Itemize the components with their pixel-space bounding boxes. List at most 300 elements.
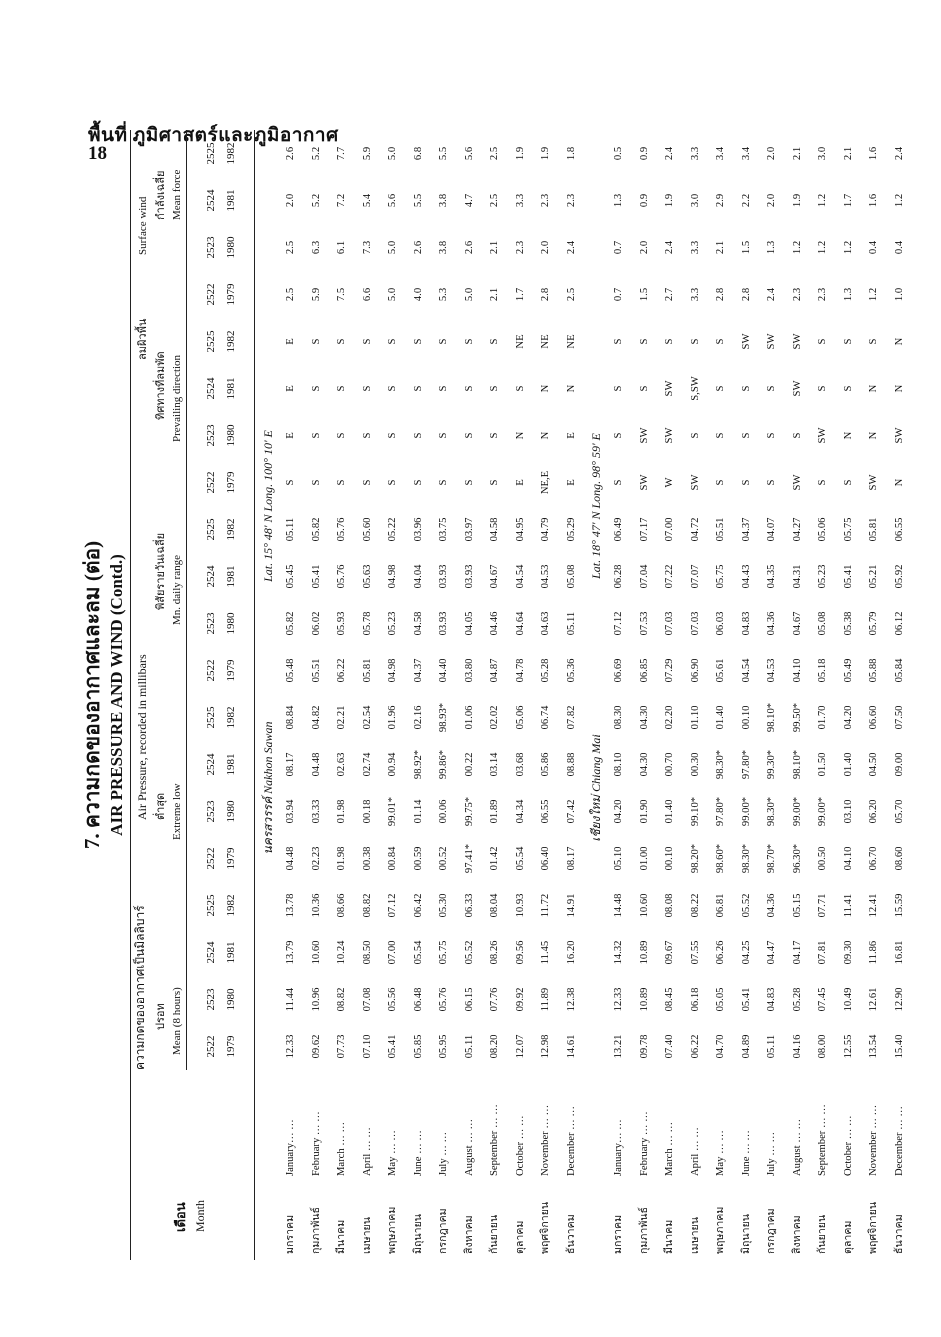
force-cell: 2.0 bbox=[285, 193, 297, 208]
year-label: 2523 bbox=[205, 988, 217, 1011]
year-label: 1979 bbox=[225, 847, 237, 870]
dir-cell: N bbox=[565, 384, 577, 393]
range-cell: 04.78 bbox=[514, 658, 526, 683]
low-cell: 04.20 bbox=[842, 705, 854, 730]
table-row bbox=[407, 130, 433, 1260]
dir-cell: S bbox=[489, 338, 501, 345]
range-cell: 05.76 bbox=[336, 564, 348, 589]
low-cell: 08.10 bbox=[613, 752, 625, 777]
range-cell: 05.11 bbox=[285, 517, 297, 542]
mean-cell: 04.36 bbox=[766, 893, 778, 918]
page-number: 18 bbox=[88, 143, 107, 164]
force-cell: 1.6 bbox=[868, 193, 880, 208]
month-en: June … … bbox=[412, 1130, 424, 1176]
range-cell: 06.28 bbox=[613, 564, 625, 589]
low-cell: 99.30* bbox=[766, 749, 778, 780]
year-label: 2524 bbox=[205, 565, 217, 588]
force-cell: 3.3 bbox=[514, 193, 526, 208]
direction-header-th: ทิศทางที่ลมพัด bbox=[155, 351, 167, 420]
mean-cell: 11.45 bbox=[540, 940, 552, 965]
mean-cell: 11.41 bbox=[842, 893, 854, 918]
station-name-th: เชียงใหม่ bbox=[589, 794, 603, 842]
mean-cell: 04.25 bbox=[740, 940, 752, 965]
month-th: พฤษภาคม bbox=[387, 1206, 399, 1254]
month-th: มิถุนายน bbox=[412, 1213, 424, 1254]
low-cell: 02.54 bbox=[361, 705, 373, 730]
force-cell: 2.1 bbox=[791, 146, 803, 161]
mean-cell: 07.76 bbox=[489, 987, 501, 1012]
range-cell: 05.88 bbox=[868, 658, 880, 683]
range-cell: 07.03 bbox=[689, 611, 701, 636]
dir-cell: S bbox=[715, 432, 727, 439]
range-cell: 04.87 bbox=[489, 658, 501, 683]
force-cell: 6.8 bbox=[412, 146, 424, 161]
dir-cell: S bbox=[310, 479, 322, 486]
range-cell: 05.45 bbox=[285, 564, 297, 589]
year-label: 1981 bbox=[225, 189, 237, 212]
low-cell: 04.20 bbox=[613, 799, 625, 824]
table-row bbox=[760, 130, 786, 1260]
force-cell: 3.3 bbox=[689, 146, 701, 161]
mean-cell: 12.33 bbox=[285, 1034, 297, 1059]
force-cell: 5.6 bbox=[463, 146, 475, 161]
year-label: 2523 bbox=[205, 612, 217, 635]
year-label: 1980 bbox=[225, 988, 237, 1011]
dir-cell: SW bbox=[664, 427, 676, 444]
force-cell: 5.0 bbox=[463, 287, 475, 302]
force-cell: 1.5 bbox=[638, 287, 650, 302]
dir-cell: SW bbox=[817, 427, 829, 444]
mean-cell: 08.82 bbox=[336, 987, 348, 1012]
pressure-header-th: ความกดของอากาศเป็นมิลลิบาร์ bbox=[133, 905, 147, 1070]
force-cell: 0.9 bbox=[638, 193, 650, 208]
range-cell: 04.37 bbox=[412, 658, 424, 683]
year-label: 2522 bbox=[205, 659, 217, 682]
year-label: 2522 bbox=[205, 847, 217, 870]
force-cell: 5.0 bbox=[387, 240, 399, 255]
range-cell: 05.06 bbox=[817, 517, 829, 542]
table-title-thai: 7. ความกดของอากาศและลม (ต่อ) bbox=[80, 540, 104, 850]
year-label: 1980 bbox=[225, 424, 237, 447]
low-cell: 00.59 bbox=[412, 846, 424, 871]
month-en: February … … bbox=[638, 1111, 650, 1176]
mean-cell: 10.36 bbox=[310, 893, 322, 918]
mean-cell: 09.92 bbox=[514, 987, 526, 1012]
range-cell: 04.79 bbox=[540, 517, 552, 542]
month-cell bbox=[356, 1070, 382, 1260]
wind-header-en: Surface wind bbox=[137, 196, 149, 255]
dir-cell: S bbox=[740, 385, 752, 392]
mean-cell: 10.96 bbox=[310, 987, 322, 1012]
force-cell: 2.5 bbox=[285, 287, 297, 302]
mean-cell: 05.95 bbox=[438, 1034, 450, 1059]
range-cell: 05.51 bbox=[310, 658, 322, 683]
dir-cell: S bbox=[689, 338, 701, 345]
low-cell: 01.40 bbox=[842, 752, 854, 777]
dir-cell: SW bbox=[791, 333, 803, 350]
dir-cell: SW bbox=[740, 333, 752, 350]
low-cell: 04.34 bbox=[514, 799, 526, 824]
year-label: 1981 bbox=[225, 377, 237, 400]
range-cell: 03.96 bbox=[412, 517, 424, 542]
station-row bbox=[585, 130, 607, 1260]
range-cell: 06.85 bbox=[638, 658, 650, 683]
low-cell: 98.60* bbox=[715, 843, 727, 874]
dir-cell: S bbox=[412, 385, 424, 392]
dir-cell: S bbox=[613, 432, 625, 439]
range-cell: 06.69 bbox=[613, 658, 625, 683]
force-cell: 0.4 bbox=[868, 240, 880, 255]
range-cell: 05.92 bbox=[893, 564, 905, 589]
mean-cell: 16.20 bbox=[565, 940, 577, 965]
range-cell: 05.48 bbox=[285, 658, 297, 683]
year-label: 2525 bbox=[205, 518, 217, 541]
month-cell bbox=[458, 1070, 484, 1260]
force-cell: 5.5 bbox=[412, 193, 424, 208]
low-cell: 04.50 bbox=[868, 752, 880, 777]
month-th: กันยายน bbox=[489, 1214, 501, 1254]
low-cell: 00.10 bbox=[664, 846, 676, 871]
dir-cell: S bbox=[336, 479, 348, 486]
force-cell: 6.6 bbox=[361, 287, 373, 302]
month-th: ธันวาคม bbox=[893, 1214, 905, 1254]
force-cell: 1.2 bbox=[791, 240, 803, 255]
range-cell: 04.05 bbox=[463, 611, 475, 636]
low-cell: 06.20 bbox=[868, 799, 880, 824]
month-th: เมษายน bbox=[361, 1217, 373, 1254]
force-cell: 2.3 bbox=[791, 287, 803, 302]
low-cell: 06.55 bbox=[540, 799, 552, 824]
month-th: มกราคม bbox=[613, 1214, 625, 1254]
mean-cell: 14.61 bbox=[565, 1034, 577, 1059]
month-cell bbox=[607, 1070, 633, 1260]
dir-cell: S bbox=[817, 479, 829, 486]
range-cell: 04.07 bbox=[766, 517, 778, 542]
low-cell: 99.86* bbox=[438, 749, 450, 780]
range-cell: 05.08 bbox=[817, 611, 829, 636]
month-th: มกราคม bbox=[285, 1214, 297, 1254]
range-cell: 03.93 bbox=[438, 611, 450, 636]
range-cell: 04.27 bbox=[791, 517, 803, 542]
low-cell: 96.30* bbox=[791, 843, 803, 874]
low-cell: 04.48 bbox=[310, 752, 322, 777]
dir-cell: SW bbox=[638, 427, 650, 444]
month-header-th: เดือน bbox=[173, 1202, 188, 1232]
month-en: October … … bbox=[842, 1115, 854, 1176]
low-cell: 01.14 bbox=[412, 799, 424, 824]
year-label: 1981 bbox=[225, 753, 237, 776]
mean-cell: 05.05 bbox=[715, 987, 727, 1012]
month-cell bbox=[330, 1070, 356, 1260]
force-cell: 1.9 bbox=[664, 193, 676, 208]
force-cell: 2.0 bbox=[766, 146, 778, 161]
mean-cell: 14.91 bbox=[565, 893, 577, 918]
range-cell: 04.53 bbox=[540, 564, 552, 589]
station-name-th: นครสวรรค์ bbox=[261, 796, 275, 855]
low-cell: 01.50 bbox=[817, 752, 829, 777]
dir-cell: S bbox=[740, 479, 752, 486]
mean-cell: 10.89 bbox=[638, 940, 650, 965]
year-label: 1979 bbox=[225, 1035, 237, 1058]
force-cell: 1.3 bbox=[842, 287, 854, 302]
range-cell: 05.79 bbox=[868, 611, 880, 636]
dir-cell: S bbox=[412, 432, 424, 439]
year-label: 1979 bbox=[225, 659, 237, 682]
dir-cell: S bbox=[766, 479, 778, 486]
force-cell: 2.1 bbox=[489, 240, 501, 255]
force-cell: 0.9 bbox=[638, 146, 650, 161]
dir-cell: S bbox=[715, 385, 727, 392]
low-cell: 08.88 bbox=[565, 752, 577, 777]
table-row bbox=[786, 130, 812, 1260]
year-label: 1982 bbox=[225, 706, 237, 729]
range-header-th: พิสัยรายวันเฉลี่ย bbox=[155, 532, 167, 610]
year-label: 2524 bbox=[205, 941, 217, 964]
dir-cell: E bbox=[565, 432, 577, 439]
range-cell: 05.38 bbox=[842, 611, 854, 636]
mean-cell: 16.81 bbox=[893, 940, 905, 965]
range-cell: 05.84 bbox=[893, 658, 905, 683]
data-table bbox=[257, 130, 913, 1260]
mean-cell: 10.60 bbox=[310, 940, 322, 965]
dir-cell: S bbox=[689, 432, 701, 439]
low-cell: 99.10* bbox=[689, 796, 701, 827]
low-cell: 00.70 bbox=[664, 752, 676, 777]
range-cell: 07.29 bbox=[664, 658, 676, 683]
month-cell bbox=[658, 1070, 684, 1260]
mean-cell: 07.12 bbox=[387, 893, 399, 918]
force-cell: 2.0 bbox=[766, 193, 778, 208]
dir-cell: S bbox=[438, 338, 450, 345]
dir-cell: S bbox=[463, 385, 475, 392]
low-cell: 04.30 bbox=[638, 752, 650, 777]
dir-cell: S bbox=[463, 479, 475, 486]
dir-cell: S bbox=[489, 479, 501, 486]
mean-cell: 09.67 bbox=[664, 940, 676, 965]
low-cell: 99.00* bbox=[817, 796, 829, 827]
dir-cell: S bbox=[842, 479, 854, 486]
force-cell: 5.9 bbox=[361, 146, 373, 161]
range-cell: 04.63 bbox=[540, 611, 552, 636]
dir-cell: S bbox=[361, 432, 373, 439]
force-cell: 2.3 bbox=[540, 193, 552, 208]
range-cell: 06.49 bbox=[613, 517, 625, 542]
table-row bbox=[709, 130, 735, 1260]
range-cell: 04.37 bbox=[740, 517, 752, 542]
dir-cell: S,SW bbox=[689, 376, 701, 401]
mean-cell: 07.55 bbox=[689, 940, 701, 965]
force-cell: 7.2 bbox=[336, 193, 348, 208]
dir-cell: S bbox=[842, 385, 854, 392]
station-coordinates: Lat. 15° 48' N Long. 100° 10' E bbox=[261, 430, 275, 582]
range-cell: 05.21 bbox=[868, 564, 880, 589]
month-th: กุมภาพันธ์ bbox=[310, 1206, 322, 1254]
low-cell: 01.90 bbox=[638, 799, 650, 824]
year-label: 2523 bbox=[205, 800, 217, 823]
dir-cell: S bbox=[842, 338, 854, 345]
range-cell: 05.76 bbox=[336, 517, 348, 542]
mean-cell: 08.26 bbox=[489, 940, 501, 965]
mean-cell: 12.90 bbox=[893, 987, 905, 1012]
range-cell: 05.41 bbox=[842, 564, 854, 589]
low-cell: 98.10* bbox=[791, 749, 803, 780]
mean-cell: 07.73 bbox=[336, 1034, 348, 1059]
mean-cell: 15.40 bbox=[893, 1034, 905, 1059]
force-cell: 1.0 bbox=[893, 287, 905, 302]
month-cell bbox=[432, 1070, 458, 1260]
table-row bbox=[483, 130, 509, 1260]
force-cell: 3.4 bbox=[740, 146, 752, 161]
station-coordinates: Lat. 18° 47' N Long. 98° 59' E bbox=[589, 433, 603, 579]
low-cell: 09.00 bbox=[893, 752, 905, 777]
table-row bbox=[330, 130, 356, 1260]
year-label: 2523 bbox=[205, 236, 217, 259]
force-cell: 5.5 bbox=[438, 146, 450, 161]
dir-cell: S bbox=[766, 432, 778, 439]
mean-cell: 06.48 bbox=[412, 987, 424, 1012]
year-label: 1981 bbox=[225, 565, 237, 588]
dir-cell: S bbox=[387, 479, 399, 486]
low-cell: 98.93* bbox=[438, 702, 450, 733]
month-cell bbox=[407, 1070, 433, 1260]
dir-cell: S bbox=[715, 479, 727, 486]
mean-cell: 05.54 bbox=[412, 940, 424, 965]
range-cell: 05.61 bbox=[715, 658, 727, 683]
range-cell: 05.78 bbox=[361, 611, 373, 636]
month-en: November … … bbox=[540, 1104, 552, 1176]
low-cell: 01.42 bbox=[489, 846, 501, 871]
force-cell: 7.7 bbox=[336, 146, 348, 161]
year-label: 2525 bbox=[205, 330, 217, 353]
low-cell: 02.21 bbox=[336, 705, 348, 730]
mean-cell: 09.78 bbox=[638, 1034, 650, 1059]
dir-cell: S bbox=[310, 385, 322, 392]
range-cell: 05.82 bbox=[310, 517, 322, 542]
month-en: September … … bbox=[817, 1104, 829, 1176]
force-cell: 4.0 bbox=[412, 287, 424, 302]
dir-cell: S bbox=[638, 385, 650, 392]
year-label: 1979 bbox=[225, 471, 237, 494]
month-cell bbox=[709, 1070, 735, 1260]
force-cell: 1.6 bbox=[868, 146, 880, 161]
dir-cell: S bbox=[412, 479, 424, 486]
low-cell: 00.94 bbox=[387, 752, 399, 777]
table-row bbox=[356, 130, 382, 1260]
force-cell: 2.3 bbox=[817, 287, 829, 302]
mean-cell: 13.78 bbox=[285, 893, 297, 918]
month-th: สิงหาคม bbox=[791, 1215, 803, 1254]
mean-cell: 13.54 bbox=[868, 1034, 880, 1059]
dir-cell: S bbox=[613, 385, 625, 392]
range-cell: 07.00 bbox=[664, 517, 676, 542]
force-cell: 2.1 bbox=[489, 287, 501, 302]
force-cell: 5.6 bbox=[387, 193, 399, 208]
mean-cell: 07.71 bbox=[817, 893, 829, 918]
force-cell: 2.1 bbox=[842, 146, 854, 161]
month-th: มีนาคม bbox=[664, 1219, 676, 1254]
low-cell: 99.75* bbox=[463, 796, 475, 827]
low-cell: 02.23 bbox=[310, 846, 322, 871]
low-cell: 04.48 bbox=[285, 846, 297, 871]
month-en: March … … bbox=[664, 1121, 676, 1176]
mean-cell: 04.70 bbox=[715, 1034, 727, 1059]
force-cell: 2.6 bbox=[285, 146, 297, 161]
force-cell: 1.9 bbox=[540, 146, 552, 161]
year-label: 1982 bbox=[225, 518, 237, 541]
range-cell: 05.82 bbox=[285, 611, 297, 636]
low-cell: 06.74 bbox=[540, 705, 552, 730]
mean-cell: 07.00 bbox=[387, 940, 399, 965]
force-cell: 2.4 bbox=[766, 287, 778, 302]
month-en: August … … bbox=[791, 1118, 803, 1176]
force-cell: 2.5 bbox=[565, 287, 577, 302]
table-row bbox=[432, 130, 458, 1260]
force-cell: 2.8 bbox=[740, 287, 752, 302]
force-cell: 6.3 bbox=[310, 240, 322, 255]
month-en: April … … bbox=[361, 1127, 373, 1176]
low-cell: 03.33 bbox=[310, 799, 322, 824]
dir-cell: N bbox=[514, 431, 526, 440]
range-cell: 05.23 bbox=[387, 611, 399, 636]
year-label: 1982 bbox=[225, 142, 237, 165]
force-cell: 2.2 bbox=[740, 193, 752, 208]
range-cell: 03.97 bbox=[463, 517, 475, 542]
table-row bbox=[633, 130, 659, 1260]
rotated-table-panel bbox=[82, 130, 941, 1260]
force-cell: 1.2 bbox=[842, 240, 854, 255]
force-cell: 2.8 bbox=[715, 287, 727, 302]
year-label: 2525 bbox=[205, 894, 217, 917]
month-cell bbox=[483, 1070, 509, 1260]
range-cell: 04.67 bbox=[791, 611, 803, 636]
range-cell: 05.60 bbox=[361, 517, 373, 542]
table-row bbox=[458, 130, 484, 1260]
low-cell: 08.30 bbox=[613, 705, 625, 730]
range-cell: 04.58 bbox=[489, 517, 501, 542]
dir-cell: S bbox=[310, 432, 322, 439]
table-title-english: AIR PRESSURE AND WIND (Contd.) bbox=[107, 554, 126, 836]
month-cell bbox=[279, 1070, 305, 1260]
mean-cell: 08.22 bbox=[689, 893, 701, 918]
range-cell: 05.36 bbox=[565, 658, 577, 683]
low-cell: 01.10 bbox=[689, 705, 701, 730]
mean-cell: 10.93 bbox=[514, 893, 526, 918]
range-cell: 04.72 bbox=[689, 517, 701, 542]
month-en: May … … bbox=[715, 1130, 727, 1176]
low-cell: 00.22 bbox=[463, 752, 475, 777]
mean-cell: 05.41 bbox=[387, 1034, 399, 1059]
month-cell bbox=[509, 1070, 535, 1260]
range-cell: 06.12 bbox=[893, 611, 905, 636]
dir-cell: N bbox=[893, 478, 905, 487]
force-cell: 2.3 bbox=[514, 240, 526, 255]
range-cell: 05.51 bbox=[715, 517, 727, 542]
dir-cell: S bbox=[791, 432, 803, 439]
dir-cell: E bbox=[565, 479, 577, 486]
force-cell: 2.7 bbox=[664, 287, 676, 302]
range-cell: 03.75 bbox=[438, 517, 450, 542]
mean-cell: 08.04 bbox=[489, 893, 501, 918]
range-cell: 04.43 bbox=[740, 564, 752, 589]
mean-cell: 12.07 bbox=[514, 1034, 526, 1059]
range-cell: 06.03 bbox=[715, 611, 727, 636]
mean-cell: 10.89 bbox=[638, 987, 650, 1012]
range-cell: 05.22 bbox=[387, 517, 399, 542]
low-cell: 08.84 bbox=[285, 705, 297, 730]
mean-cell: 13.79 bbox=[285, 940, 297, 965]
range-cell: 04.31 bbox=[791, 564, 803, 589]
range-cell: 05.23 bbox=[817, 564, 829, 589]
